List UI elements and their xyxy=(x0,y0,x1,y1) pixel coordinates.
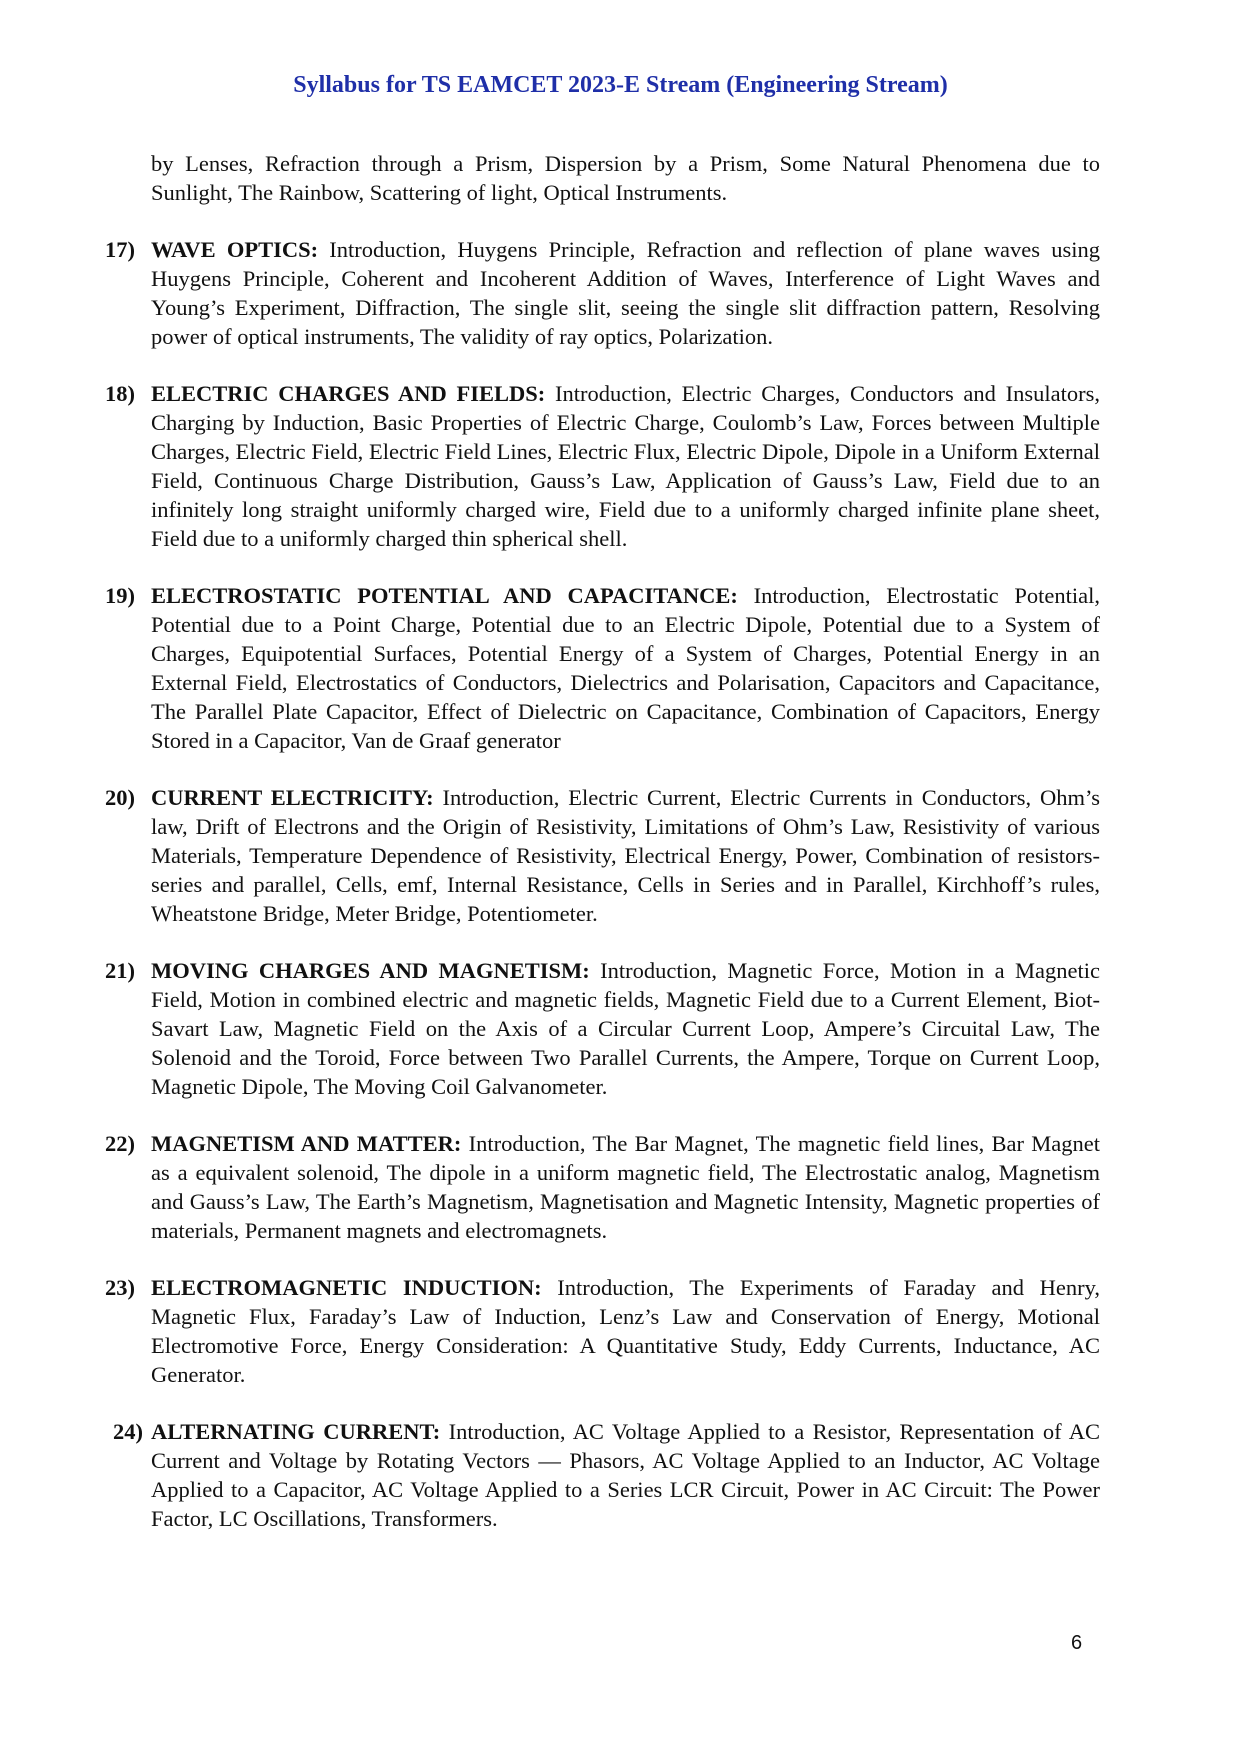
topic-title: MOVING CHARGES AND MAGNETISM: xyxy=(151,958,590,983)
topic-title: CURRENT ELECTRICITY: xyxy=(151,785,434,810)
topic-number: 17) xyxy=(105,237,135,262)
topic-text: Introduction, Electric Current, Electric Currents in Conductors, Ohm’s law, Drift of Electrons and the Origin of Resistivity, Limitations of Ohm’s Law, Resistivity of various Materials, Temperature Dependence of Resistivity, Electrical Energy, Power, Combination of resistors-series and parallel, Cells, emf, Internal Resistance, Cells in Series and in Parallel, Kirchhoff’s rules, Wheatstone Bridge, Meter Bridge, Potentiometer. xyxy=(151,785,1100,926)
topic-item-17 xyxy=(105,235,1100,351)
continuation-paragraph: by Lenses, Refraction through a Prism, Dispersion by a Prism, Some Natural Phenomena due to Sunlight, The Rainbow, Scattering of light, Optical Instruments. xyxy=(151,151,1100,205)
topic-text: Introduction, The Experiments of Faraday and Henry, Magnetic Flux, Faraday’s Law of Induction, Lenz’s Law and Conservation of Energy, Motional Electromotive Force, Energy Consideration: A Quantitative Study, Eddy Currents, Inductance, AC Generator. xyxy=(151,1275,1101,1387)
topic-title: ELECTRIC CHARGES AND FIELDS: xyxy=(151,381,546,406)
topic-title: MAGNETISM AND MATTER: xyxy=(151,1131,462,1156)
topic-title: WAVE OPTICS: xyxy=(151,237,319,262)
topic-title: ELECTROMAGNETIC INDUCTION: xyxy=(151,1275,542,1300)
topic-number: 19) xyxy=(105,583,135,608)
topic-title: ELECTROSTATIC POTENTIAL AND CAPACITANCE: xyxy=(151,583,738,608)
topic-number: 23) xyxy=(105,1275,135,1300)
topic-item-21 xyxy=(105,956,1100,1101)
topic-item-20 xyxy=(105,783,1100,928)
topic-item-23 xyxy=(105,1273,1100,1389)
topic-text: Introduction, The Bar Magnet, The magnetic field lines, Bar Magnet as a equivalent solenoid, The dipole in a uniform magnetic field, The Electrostatic analog, Magnetism and Gauss’s Law, The Earth’s Magnetism, Magnetisation and Magnetic Intensity, Magnetic properties of materials, Permanent magnets and electromagnets. xyxy=(151,1131,1100,1243)
topic-body xyxy=(151,1129,1100,1245)
topic-item-22 xyxy=(105,1129,1100,1245)
topic-body xyxy=(151,581,1100,755)
page-number: 6 xyxy=(1071,1632,1083,1654)
topic-number: 21) xyxy=(105,958,135,983)
topic-number: 22) xyxy=(105,1131,135,1156)
topic-body xyxy=(151,956,1100,1101)
topic-body xyxy=(151,235,1100,351)
topic-text: Introduction, Electrostatic Potential, Potential due to a Point Charge, Potential due to an Electric Dipole, Potential due to a System of Charges, Equipotential Surfaces, Potential Energy of a System of Charges, Potential Energy in an External Field, Electrostatics of Conductors, Dielectrics and Polarisation, Capacitors and Capacitance, The Parallel Plate Capacitor, Effect of Dielectric on Capacitance, Combination of Capacitors, Energy Stored in a Capacitor, Van de Graaf generator xyxy=(151,583,1100,753)
topic-body xyxy=(151,1273,1100,1389)
topic-text: Introduction, Huygens Principle, Refraction and reflection of plane waves using Huygens Principle, Coherent and Incoherent Addition of Waves, Interference of Light Waves and Young’s Experiment, Diffraction, The single slit, seeing the single slit diffraction pattern, Resolving power of optical instruments, The validity of ray optics, Polarization. xyxy=(151,237,1101,349)
topic-body xyxy=(151,1417,1100,1533)
topic-text: Introduction, AC Voltage Applied to a Resistor, Representation of AC Current and Voltage by Rotating Vectors — Phasors, AC Voltage Applied to an Inductor, AC Voltage Applied to a Capacitor, AC Voltage Applied to a Series LCR Circuit, Power in AC Circuit: The Power Factor, LC Oscillations, Transformers. xyxy=(151,1419,1100,1531)
topic-body xyxy=(151,783,1100,928)
topic-text: Introduction, Magnetic Force, Motion in a Magnetic Field, Motion in combined electric and magnetic fields, Magnetic Field due to a Current Element, Biot-Savart Law, Magnetic Field on the Axis of a Circular Current Loop, Ampere’s Circuital Law, The Solenoid and the Toroid, Force between Two Parallel Currents, the Ampere, Torque on Current Loop, Magnetic Dipole, The Moving Coil Galvanometer. xyxy=(151,958,1100,1099)
topic-title: ALTERNATING CURRENT: xyxy=(151,1419,441,1444)
topic-number: 20) xyxy=(105,785,135,810)
topic-item-18 xyxy=(105,379,1100,553)
topic-item-19 xyxy=(105,581,1100,755)
topic-number: 18) xyxy=(105,381,135,406)
topic-body xyxy=(151,379,1100,553)
page-title: Syllabus for TS EAMCET 2023-E Stream (Engineering Stream) xyxy=(293,72,948,98)
topic-number: 24) xyxy=(113,1419,143,1444)
syllabus-content xyxy=(105,149,1100,1533)
topic-item-24 xyxy=(105,1417,1100,1533)
topic-text: Introduction, Electric Charges, Conductors and Insulators, Charging by Induction, Basic Properties of Electric Charge, Coulomb’s Law, Forces between Multiple Charges, Electric Field, Electric Field Lines, Electric Flux, Electric Dipole, Dipole in a Uniform External Field, Continuous Charge Distribution, Gauss’s Law, Application of Gauss’s Law, Field due to an infinitely long straight uniformly charged wire, Field due to a uniformly charged infinite plane sheet, Field due to a uniformly charged thin spherical shell. xyxy=(151,381,1101,551)
